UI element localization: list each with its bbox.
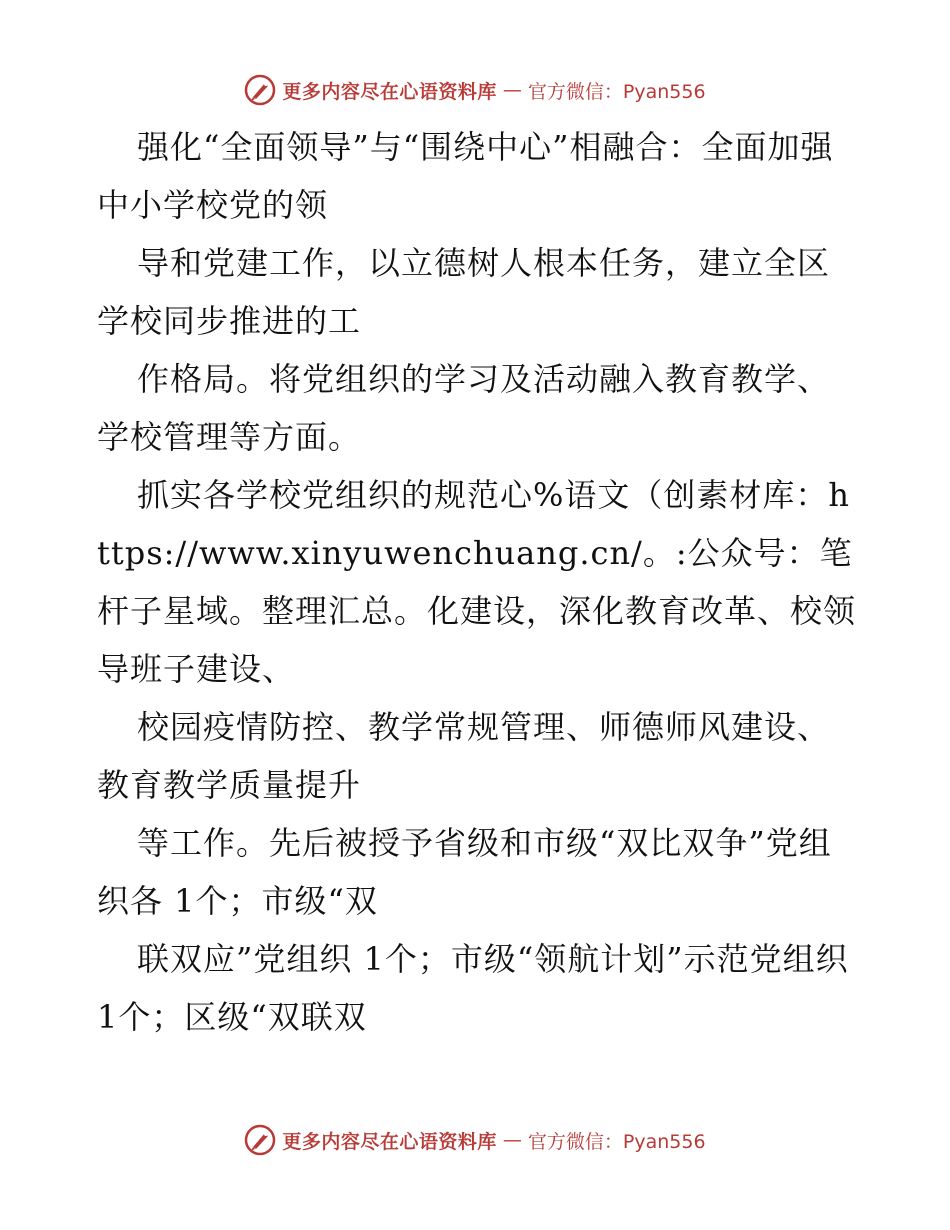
brand-text: 更多内容尽在心语资料库 xyxy=(282,80,497,103)
wechat-id-text: 官方微信：Pyan556 xyxy=(527,1130,706,1153)
paragraph: 等工作。先后被授予省级和市级“双比双争”党组织各 1个；市级“双 xyxy=(97,824,832,920)
banner-separator: — xyxy=(502,1129,522,1151)
banner-separator: — xyxy=(502,79,522,101)
paragraph: 导和党建工作，以立德树人根本任务，建立全区学校同步推进的工 xyxy=(97,244,831,340)
footer-watermark-banner xyxy=(0,1120,950,1160)
wechat-id-text: 官方微信：Pyan556 xyxy=(527,80,706,103)
paragraph: 作格局。将党组织的学习及活动融入教育教学、学校管理等方面。 xyxy=(97,360,831,456)
paragraph: 抓实各学校党组织的规范心%语文（创素材库：https://www.xinyuwenchuang.cn/。:公众号：笔杆子星域。整理汇总。化建设，深化教育改革、校领导班子建设、 xyxy=(97,476,857,688)
brand-text: 更多内容尽在心语资料库 xyxy=(282,1130,497,1153)
quill-pen-logo-icon xyxy=(244,1124,276,1156)
paragraph: 校园疫情防控、教学常规管理、师德师风建设、教育教学质量提升 xyxy=(97,708,831,804)
paragraph: 联双应”党组织 1个；市级“领航计划”示范党组织 1个；区级“双联双 xyxy=(97,940,849,1036)
paragraph: 强化“全面领导”与“围绕中心”相融合：全面加强中小学校党的领 xyxy=(97,128,834,224)
document-body xyxy=(97,118,857,1046)
header-watermark-banner xyxy=(0,70,950,110)
quill-pen-logo-icon xyxy=(244,74,276,106)
